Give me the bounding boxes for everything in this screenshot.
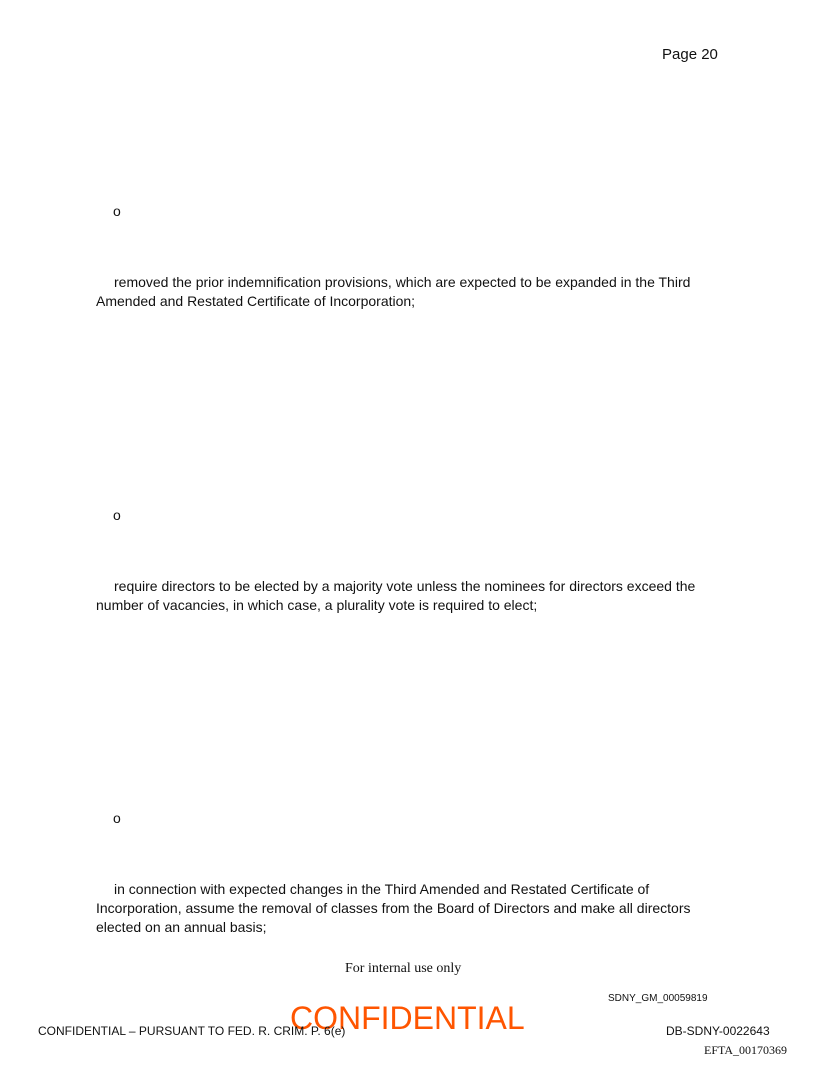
bates-number-efta: EFTA_00170369 (704, 1043, 788, 1057)
bullet-marker: o (113, 203, 121, 219)
confidential-stamp: CONFIDENTIAL (290, 1000, 525, 1036)
bullet-marker: o (113, 507, 121, 523)
bullet-marker: o (113, 810, 121, 826)
list-item-text: removed the prior indemnification provisions, which are expected to be expanded in the Third Amended and Restated Certificate of Incorporation; (96, 274, 691, 309)
page-number: Page 20 (662, 46, 718, 63)
internal-use-note: For internal use only (345, 961, 462, 976)
list-item-text: in connection with expected changes in the Third Amended and Restated Certificate of Incorporation, assume the removal of classes from the Board of Directors and make all directors elected on an annual basis; (96, 881, 691, 935)
bates-number-gm: SDNY_GM_00059819 (608, 993, 708, 1004)
bates-number-db: DB-SDNY-0022643 (666, 1024, 770, 1038)
list-item-text: require directors to be elected by a majority vote unless the nominees for directors exceed the number of vacancies, in which case, a plurality vote is required to elect; (96, 578, 696, 613)
confidentiality-legend: CONFIDENTIAL – PURSUANT TO FED. R. CRIM. P. 6(e) (38, 1024, 346, 1038)
